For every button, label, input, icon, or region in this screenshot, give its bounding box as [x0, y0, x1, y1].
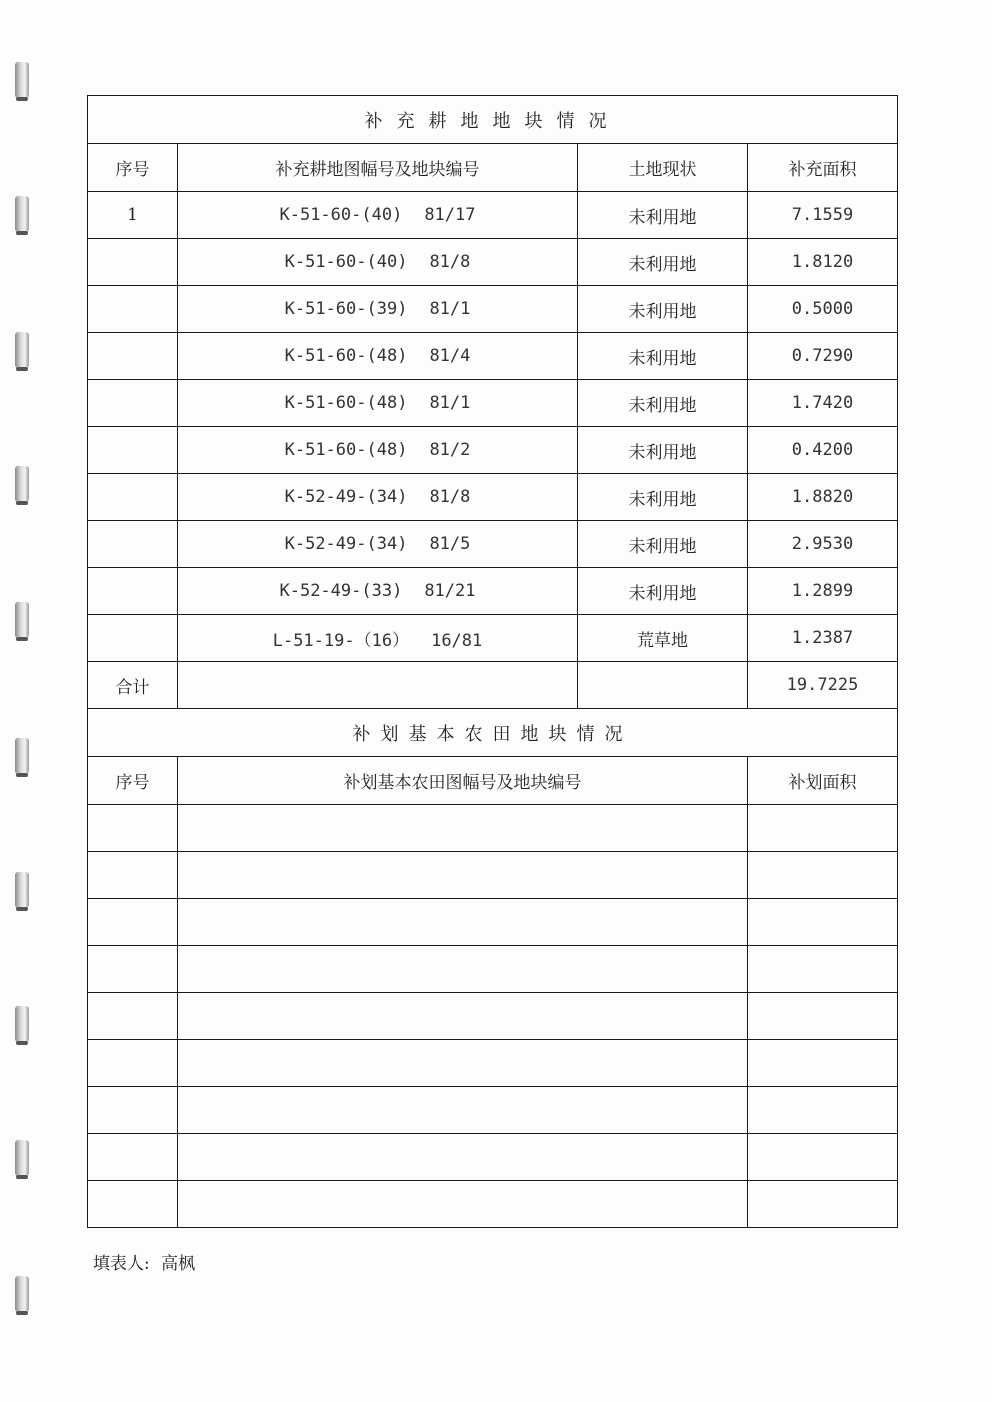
- row-status: 未利用地: [578, 427, 748, 474]
- table-row: [88, 474, 898, 521]
- row-area: 0.4200: [748, 427, 898, 474]
- row-area: [748, 852, 898, 899]
- row-seq: [88, 380, 178, 427]
- row-parcel-number: 81/4: [429, 346, 471, 366]
- row-code: [178, 521, 578, 568]
- row-area: 0.7290: [748, 333, 898, 380]
- row-status: 荒草地: [578, 615, 748, 662]
- row-map-code: [178, 1087, 748, 1134]
- row-parcel-number: 81/21: [424, 581, 476, 601]
- header-land-status: 土地现状: [578, 144, 748, 192]
- table-row: [88, 286, 898, 333]
- row-status: 未利用地: [578, 192, 748, 239]
- row-map-code: K-51-60-(48): [284, 393, 408, 413]
- binder-hole: [15, 602, 29, 638]
- row-area: 1.8120: [748, 239, 898, 286]
- filler-name: 高枫: [161, 1254, 196, 1274]
- total-row: [88, 662, 898, 709]
- row-status: 未利用地: [578, 380, 748, 427]
- table-row: [88, 993, 898, 1040]
- row-map-code: K-52-49-(34): [284, 487, 408, 507]
- header-seq: 序号: [88, 144, 178, 192]
- row-parcel-number: 16/81: [431, 630, 483, 651]
- binder-hole: [15, 196, 29, 232]
- total-area: 19.7225: [748, 662, 898, 709]
- total-blank: [178, 662, 578, 709]
- row-map-code: K-52-49-(33): [279, 581, 403, 601]
- row-area: [748, 1134, 898, 1181]
- row-area: [748, 899, 898, 946]
- table-row: [88, 852, 898, 899]
- row-parcel-number: 81/17: [424, 205, 476, 225]
- table-row: [88, 805, 898, 852]
- row-code: [178, 474, 578, 521]
- row-parcel-number: 81/1: [429, 393, 471, 413]
- table-row: [88, 380, 898, 427]
- row-status: 未利用地: [578, 286, 748, 333]
- header-area: 补划面积: [748, 757, 898, 805]
- binder-hole: [15, 1140, 29, 1176]
- row-code: [178, 192, 578, 239]
- section-title-row: [88, 709, 898, 757]
- row-seq: [88, 474, 178, 521]
- row-seq: [88, 427, 178, 474]
- row-parcel-number: 81/2: [429, 440, 471, 460]
- row-area: 1.8820: [748, 474, 898, 521]
- row-seq: [88, 899, 178, 946]
- row-area: 0.5000: [748, 286, 898, 333]
- row-seq: [88, 805, 178, 852]
- table-row: [88, 615, 898, 662]
- header-map-code: 补划基本农田图幅号及地块编号: [178, 757, 748, 805]
- row-map-code: K-52-49-(34): [284, 534, 408, 554]
- land-form-table: [87, 95, 898, 1228]
- farmland-section-title: 补充耕地地块情况: [88, 96, 898, 144]
- row-area: [748, 946, 898, 993]
- header-row: [88, 144, 898, 192]
- row-status: 未利用地: [578, 521, 748, 568]
- row-map-code: [178, 1134, 748, 1181]
- row-parcel-number: 81/5: [429, 534, 471, 554]
- row-map-code: [178, 899, 748, 946]
- binder-hole: [15, 738, 29, 774]
- row-map-code: L-51-19-（16）: [272, 630, 410, 651]
- row-area: [748, 1181, 898, 1228]
- row-map-code: [178, 946, 748, 993]
- row-seq: [88, 1087, 178, 1134]
- form-filler: [93, 1249, 195, 1274]
- row-seq: [88, 333, 178, 380]
- row-seq: [88, 1134, 178, 1181]
- table-row: [88, 333, 898, 380]
- row-area: [748, 805, 898, 852]
- row-area: [748, 1040, 898, 1087]
- row-seq: [88, 993, 178, 1040]
- binder-hole: [15, 466, 29, 502]
- row-code: [178, 568, 578, 615]
- row-status: 未利用地: [578, 333, 748, 380]
- row-seq: [88, 1040, 178, 1087]
- row-map-code: K-51-60-(48): [284, 346, 408, 366]
- row-code: [178, 286, 578, 333]
- filler-label: 填表人:: [93, 1254, 150, 1274]
- table-row: [88, 1040, 898, 1087]
- row-seq: [88, 1181, 178, 1228]
- row-seq: [88, 568, 178, 615]
- row-code: [178, 239, 578, 286]
- row-map-code: K-51-60-(40): [284, 252, 408, 272]
- row-seq: [88, 286, 178, 333]
- row-map-code: K-51-60-(39): [284, 299, 408, 319]
- header-map-code: 补充耕地图幅号及地块编号: [178, 144, 578, 192]
- section-title-row: [88, 96, 898, 144]
- row-status: 未利用地: [578, 239, 748, 286]
- row-parcel-number: 81/8: [429, 252, 471, 272]
- row-seq: [88, 521, 178, 568]
- table-row: [88, 568, 898, 615]
- table-row: [88, 899, 898, 946]
- row-seq: 1: [88, 192, 178, 239]
- row-area: 7.1559: [748, 192, 898, 239]
- binder-hole: [15, 872, 29, 908]
- row-code: [178, 427, 578, 474]
- row-seq: [88, 239, 178, 286]
- header-row: [88, 757, 898, 805]
- row-map-code: K-51-60-(48): [284, 440, 408, 460]
- row-status: 未利用地: [578, 474, 748, 521]
- binder-hole: [15, 1276, 29, 1312]
- table-row: [88, 1087, 898, 1134]
- row-map-code: K-51-60-(40): [279, 205, 403, 225]
- row-area: 2.9530: [748, 521, 898, 568]
- total-label: 合计: [88, 662, 178, 709]
- header-seq: 序号: [88, 757, 178, 805]
- header-area: 补充面积: [748, 144, 898, 192]
- table-row: [88, 192, 898, 239]
- row-code: [178, 333, 578, 380]
- row-parcel-number: 81/1: [429, 299, 471, 319]
- row-seq: [88, 852, 178, 899]
- row-map-code: [178, 1040, 748, 1087]
- table-row: [88, 521, 898, 568]
- row-area: [748, 993, 898, 1040]
- binder-hole: [15, 332, 29, 368]
- table-row: [88, 1181, 898, 1228]
- row-area: 1.2387: [748, 615, 898, 662]
- basic-farmland-section-title: 补划基本农田地块情况: [88, 709, 898, 757]
- binder-hole: [15, 1006, 29, 1042]
- row-area: 1.2899: [748, 568, 898, 615]
- total-blank: [578, 662, 748, 709]
- row-area: 1.7420: [748, 380, 898, 427]
- row-map-code: [178, 993, 748, 1040]
- farmland-rows: [88, 192, 898, 662]
- row-seq: [88, 615, 178, 662]
- row-status: 未利用地: [578, 568, 748, 615]
- row-map-code: [178, 805, 748, 852]
- table-row: [88, 946, 898, 993]
- row-seq: [88, 946, 178, 993]
- row-map-code: [178, 852, 748, 899]
- binder-hole: [15, 62, 29, 98]
- table-row: [88, 427, 898, 474]
- table-row: [88, 239, 898, 286]
- row-area: [748, 1087, 898, 1134]
- table-row: [88, 1134, 898, 1181]
- row-map-code: [178, 1181, 748, 1228]
- row-code: [178, 380, 578, 427]
- row-parcel-number: 81/8: [429, 487, 471, 507]
- basic-farmland-rows: [88, 805, 898, 1228]
- row-code: [178, 615, 578, 662]
